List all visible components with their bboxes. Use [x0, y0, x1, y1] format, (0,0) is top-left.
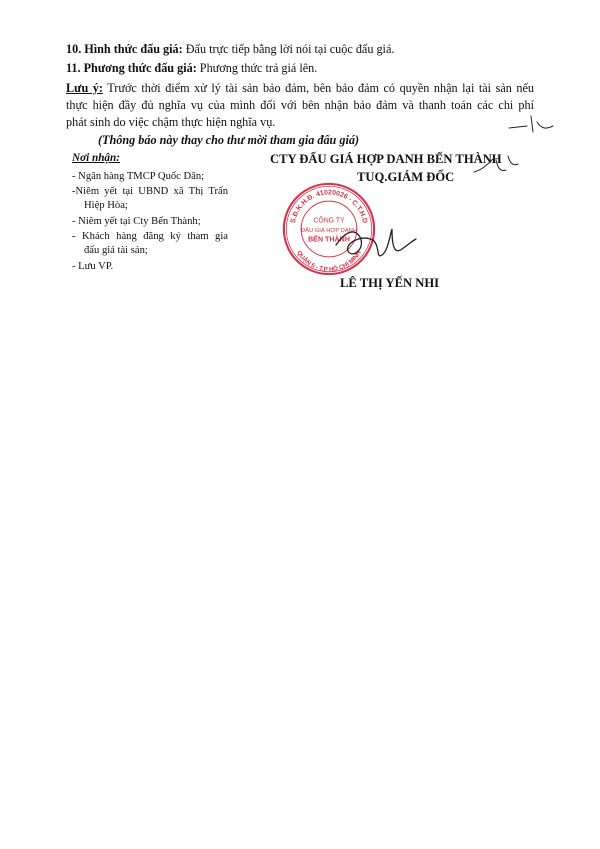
recipient-item-continuation: đấu giá tài sản;: [84, 245, 148, 256]
recipient-item: - Lưu VP.: [72, 261, 114, 272]
recipient-item-continuation: Hiệp Hòa;: [84, 200, 128, 211]
replacement-notice: (Thông báo này thay cho thư mời tham gia đấu giá): [98, 133, 360, 147]
auction-method-label: 11. Phương thức đấu giá:: [66, 61, 197, 75]
signer-name: LÊ THỊ YẾN NHI: [340, 276, 440, 290]
note-line-1: [66, 81, 534, 96]
recipient-item: - Ngân hàng TMCP Quốc Dân;: [72, 171, 205, 182]
seal-bottom-text: QUẬN 5 - T.P HỒ CHÍ MINH: [295, 249, 363, 274]
handwritten-signature-icon: [330, 215, 420, 275]
recipient-item: -Niêm yết tại UBND xã Thị Trấn: [72, 186, 228, 197]
seal-line-3: BẾN THÀNH: [308, 235, 350, 244]
auction-method-text: Phương thức trả giá lên.: [196, 61, 318, 75]
auction-form-line: [66, 42, 394, 57]
recipients-title: Nơi nhận:: [72, 152, 120, 164]
note-label: Lưu ý:: [66, 81, 103, 95]
auction-method-line: [66, 61, 317, 76]
signer-position: TUQ.GIÁM ĐỐC: [357, 170, 455, 184]
seal-line-1: CÔNG TY: [313, 217, 345, 225]
paraph-initials-icon: [470, 150, 520, 180]
auction-form-text: Đấu trực tiếp bằng lời nói tại cuộc đấu giá.: [182, 42, 395, 56]
company-name: CTY ĐẤU GIÁ HỢP DANH BẾN THÀNH: [270, 152, 502, 166]
seal-line-2: ĐẤU GIÁ HỢP DANH: [301, 227, 357, 234]
recipient-item: - Khách hàng đăng ký tham gia: [72, 231, 228, 242]
recipient-item: - Niêm yết tại Cty Bến Thành;: [72, 216, 201, 227]
note-text-1: Trước thời điểm xử lý tài sản bảo đảm, bên bảo đảm có quyền nhận lại tài sản nếu: [102, 81, 535, 95]
note-line-2: thực hiện đầy đủ nghĩa vụ của mình đối với bên nhận bảo đảm và thanh toán các chi phí: [66, 98, 534, 112]
seal-ring-text: S.Đ.K.H.Đ. 41020026 - C.T.H.D: [289, 189, 369, 224]
note-line-3: phát sinh do việc chậm thực hiện nghĩa vụ.: [66, 115, 276, 129]
auction-form-label: 10. Hình thức đấu giá:: [66, 42, 183, 56]
margin-initials-icon: [505, 108, 557, 138]
